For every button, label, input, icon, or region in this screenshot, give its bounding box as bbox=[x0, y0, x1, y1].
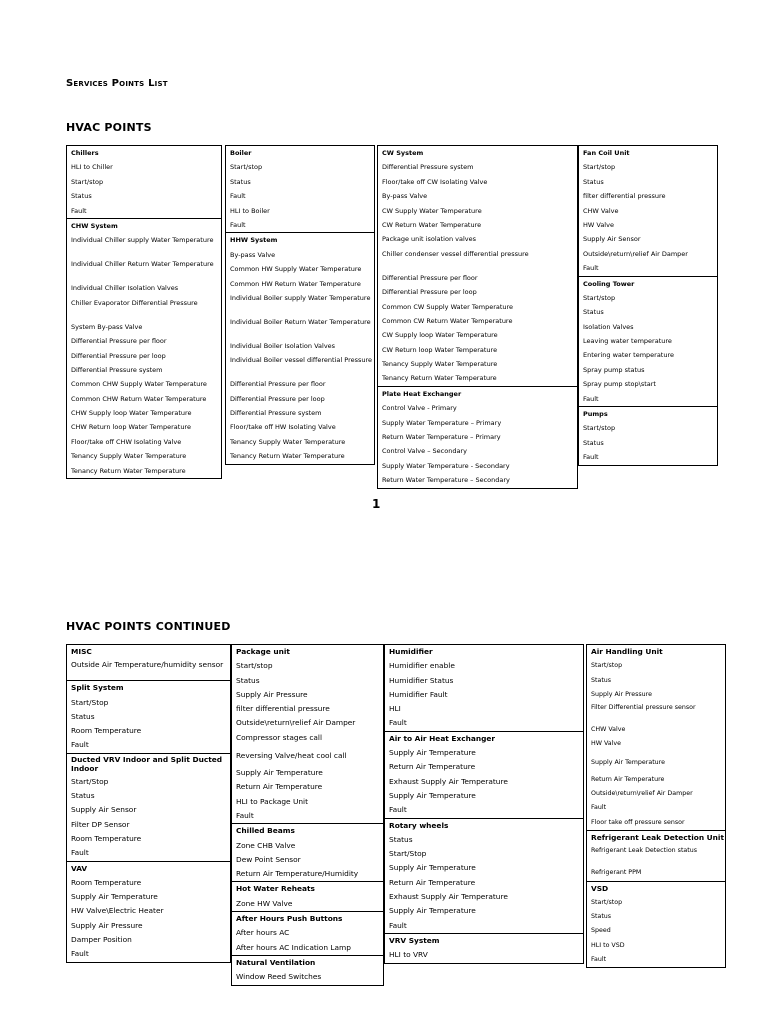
points-group bbox=[67, 145, 221, 218]
point-item: Status bbox=[71, 791, 95, 801]
point-item: Individual Boiler vessel differential Pressure bbox=[230, 356, 373, 365]
points-group bbox=[385, 933, 583, 963]
point-item: Spray pump stop\start bbox=[583, 380, 656, 389]
point-item: Status bbox=[591, 676, 612, 684]
point-item: Control Valve – Secondary bbox=[382, 447, 467, 456]
point-item: Common HW Return Water Temperature bbox=[230, 279, 361, 288]
point-item: Supply Air Temperature bbox=[591, 758, 665, 766]
group-title: Package unit bbox=[236, 647, 290, 656]
point-item: Start/stop bbox=[583, 163, 616, 172]
group-title: VSD bbox=[591, 883, 609, 893]
point-item: Return Water Temperature – Secondary bbox=[382, 476, 510, 485]
point-item: Fault bbox=[236, 810, 254, 820]
point-item: Differential Pressure system bbox=[230, 409, 322, 418]
point-item: Differential Pressure per loop bbox=[71, 351, 166, 360]
point-item: Fault bbox=[71, 206, 87, 215]
point-item: By-pass Valve bbox=[382, 192, 428, 201]
point-item: Start/Stop bbox=[389, 849, 427, 859]
points-group bbox=[67, 861, 230, 962]
group-title: Rotary wheels bbox=[389, 820, 449, 830]
point-item: Floor take off pressure sensor bbox=[591, 818, 685, 826]
point-item: HW Valve bbox=[583, 220, 614, 229]
point-item: Differential Pressure per floor bbox=[230, 380, 326, 389]
point-item: Supply Air Temperature bbox=[389, 863, 476, 873]
points-group bbox=[385, 644, 583, 731]
point-item: Zone HW Valve bbox=[236, 898, 293, 908]
group-title: Hot Water Reheats bbox=[236, 884, 315, 894]
point-item: CHW Valve bbox=[591, 726, 626, 734]
page2-column-2 bbox=[231, 644, 384, 986]
point-item: Supply Air Temperature bbox=[236, 768, 323, 778]
page1-column-1 bbox=[66, 145, 222, 479]
group-title: CW System bbox=[382, 149, 424, 157]
point-item: Tenancy Supply Water Temperature bbox=[230, 437, 346, 446]
point-item: Dew Point Sensor bbox=[236, 854, 301, 864]
page2-column-4 bbox=[586, 644, 726, 968]
point-item: Room Temperature bbox=[71, 877, 142, 887]
point-item: Refrigerant Leak Detection status bbox=[591, 847, 698, 855]
point-item: Start/Stop bbox=[71, 697, 109, 707]
point-item: CW Return loop Water Temperature bbox=[382, 345, 498, 354]
points-group bbox=[587, 644, 725, 830]
point-item: Fault bbox=[389, 805, 407, 815]
point-item: Floor/take off CHW Isolating Valve bbox=[71, 437, 182, 446]
point-item: CW Return Water Temperature bbox=[382, 220, 482, 229]
point-item: Differential Pressure system bbox=[382, 163, 474, 172]
points-group bbox=[579, 406, 717, 465]
points-group bbox=[67, 644, 230, 680]
group-title: Air Handling Unit bbox=[591, 647, 663, 656]
point-item: Supply Air Sensor bbox=[583, 235, 641, 244]
points-group bbox=[579, 276, 717, 407]
group-title: Ducted VRV Indoor and Split Ducted Indoor bbox=[71, 754, 223, 773]
point-item: Common CHW Supply Water Temperature bbox=[71, 380, 207, 389]
point-item: Package unit isolation valves bbox=[382, 235, 477, 244]
point-item: Fault bbox=[71, 740, 89, 750]
point-item: Individual Chiller Return Water Temperature bbox=[71, 260, 214, 269]
group-title: Boiler bbox=[230, 149, 252, 157]
point-item: Filter Differential pressure sensor bbox=[591, 704, 696, 712]
group-title: Air to Air Heat Exchanger bbox=[389, 733, 496, 743]
group-title: Fan Coil Unit bbox=[583, 149, 630, 157]
document-title: Services Points List bbox=[66, 78, 168, 89]
point-item: Fault bbox=[230, 220, 246, 229]
points-group bbox=[232, 911, 383, 955]
point-item: Start/stop bbox=[591, 898, 623, 906]
point-item: After hours AC bbox=[236, 928, 290, 938]
point-item: Supply Air Temperature bbox=[389, 906, 476, 916]
point-item: Control Valve - Primary bbox=[382, 404, 457, 413]
point-item: Start/stop bbox=[591, 662, 623, 670]
point-item: HLI to Boiler bbox=[230, 206, 270, 215]
point-item: Leaving water temperature bbox=[583, 337, 672, 346]
point-item: Status bbox=[583, 308, 604, 317]
points-group bbox=[378, 145, 577, 386]
point-item: Differential Pressure system bbox=[71, 365, 163, 374]
point-item: Fault bbox=[591, 956, 607, 964]
point-item: Status bbox=[583, 438, 604, 447]
point-item: Spray pump status bbox=[583, 365, 645, 374]
group-title: VRV System bbox=[389, 935, 440, 945]
point-item: Tenancy Return Water Temperature bbox=[382, 374, 497, 383]
points-group bbox=[67, 680, 230, 752]
point-item: Fault bbox=[71, 949, 89, 959]
point-item: System By-pass Valve bbox=[71, 322, 143, 331]
point-item: Supply Water Temperature - Secondary bbox=[382, 461, 510, 470]
point-item: Tenancy Return Water Temperature bbox=[71, 466, 186, 475]
point-item: Zone CHB Valve bbox=[236, 840, 296, 850]
point-item: Fault bbox=[71, 848, 89, 858]
group-title: Chilled Beams bbox=[236, 826, 295, 836]
point-item: Outside\return\relief Air Damper bbox=[591, 790, 693, 798]
point-item: Status bbox=[71, 192, 92, 201]
point-item: Tenancy Supply Water Temperature bbox=[382, 360, 498, 369]
group-title: Refrigerant Leak Detection Unit bbox=[591, 832, 724, 842]
point-item: Start/stop bbox=[71, 177, 104, 186]
point-item: HW Valve\Electric Heater bbox=[71, 906, 164, 916]
point-item: Humidifier Fault bbox=[389, 689, 448, 699]
point-item: Outside Air Temperature/humidity sensor bbox=[71, 660, 224, 670]
point-item: Status bbox=[236, 675, 260, 685]
point-item: Fault bbox=[389, 718, 407, 728]
point-item: HLI to VRV bbox=[389, 950, 428, 960]
point-item: Tenancy Supply Water Temperature bbox=[71, 452, 187, 461]
point-item: Tenancy Return Water Temperature bbox=[230, 452, 345, 461]
points-group bbox=[232, 881, 383, 911]
point-item: HLI bbox=[389, 704, 401, 714]
point-item: Compressor stages call bbox=[236, 732, 323, 742]
point-item: Outside\return\relief Air Damper bbox=[236, 718, 356, 728]
point-item: CW Supply loop Water Temperature bbox=[382, 331, 498, 340]
point-item: Return Air Temperature bbox=[389, 762, 476, 772]
point-item: Fault bbox=[591, 804, 607, 812]
points-group bbox=[385, 731, 583, 818]
point-item: Differential Pressure per loop bbox=[382, 288, 477, 297]
point-item: Start/stop bbox=[583, 424, 616, 433]
points-group bbox=[226, 145, 374, 232]
point-item: Return Air Temperature bbox=[236, 782, 323, 792]
point-item: Return Air Temperature/Humidity bbox=[236, 869, 359, 879]
point-item: Refrigerant PPM bbox=[591, 869, 642, 877]
group-title: MISC bbox=[71, 647, 92, 656]
point-item: Reversing Valve/heat cool call bbox=[236, 751, 347, 761]
point-item: Start/stop bbox=[583, 293, 616, 302]
point-item: CHW Valve bbox=[583, 206, 619, 215]
point-item: Floor/take off CW Isolating Valve bbox=[382, 177, 488, 186]
point-item: Return Water Temperature – Primary bbox=[382, 433, 501, 442]
point-item: Differential Pressure per loop bbox=[230, 394, 325, 403]
points-group bbox=[226, 232, 374, 463]
point-item: Entering water temperature bbox=[583, 351, 675, 360]
point-item: Individual Boiler Return Water Temperature bbox=[230, 317, 371, 326]
point-item: HW Valve bbox=[591, 740, 621, 748]
point-item: Common CHW Return Water Temperature bbox=[71, 394, 207, 403]
point-item: HLI to VSD bbox=[591, 941, 625, 949]
point-item: Humidifier enable bbox=[389, 661, 455, 671]
point-item: Common CW Return Water Temperature bbox=[382, 316, 513, 325]
point-item: Fault bbox=[230, 192, 246, 201]
point-item: HLI to Chiller bbox=[71, 163, 113, 172]
page2-column-1 bbox=[66, 644, 231, 963]
page-number: 1 bbox=[372, 497, 381, 511]
point-item: Supply Air Pressure bbox=[236, 689, 308, 699]
point-item: CHW Return loop Water Temperature bbox=[71, 423, 191, 432]
point-item: Status bbox=[71, 711, 95, 721]
point-item: After hours AC Indication Lamp bbox=[236, 942, 351, 952]
page2-heading: HVAC POINTS CONTINUED bbox=[66, 620, 231, 633]
point-item: Differential Pressure per floor bbox=[71, 337, 167, 346]
point-item: Differential Pressure per floor bbox=[382, 273, 478, 282]
point-item: CHW Supply loop Water Temperature bbox=[71, 409, 192, 418]
point-item: Status bbox=[389, 834, 413, 844]
group-title: Natural Ventilation bbox=[236, 957, 316, 967]
point-item: Exhaust Supply Air Temperature bbox=[389, 776, 508, 786]
point-item: Supply Water Temperature – Primary bbox=[382, 418, 502, 427]
points-group bbox=[232, 823, 383, 881]
point-item: Chiller Evaporator Differential Pressure bbox=[71, 298, 198, 307]
group-title: Chillers bbox=[71, 149, 99, 157]
point-item: Speed bbox=[591, 927, 611, 935]
point-item: Start/stop bbox=[230, 163, 263, 172]
point-item: filter differential pressure bbox=[236, 704, 330, 714]
point-item: Room Temperature bbox=[71, 726, 142, 736]
points-group bbox=[232, 955, 383, 985]
point-item: Filter DP Sensor bbox=[71, 819, 130, 829]
point-item: Fault bbox=[583, 394, 599, 403]
point-item: By-pass Valve bbox=[230, 250, 276, 259]
point-item: Supply Air Temperature bbox=[71, 892, 158, 902]
point-item: Supply Air Sensor bbox=[71, 805, 137, 815]
point-item: Floor/take off HW Isolating Valve bbox=[230, 423, 336, 432]
point-item: Individual Chiller Isolation Valves bbox=[71, 284, 179, 293]
points-group bbox=[67, 218, 221, 478]
points-group bbox=[579, 145, 717, 276]
point-item: Exhaust Supply Air Temperature bbox=[389, 892, 508, 902]
group-title: Cooling Tower bbox=[583, 279, 635, 288]
point-item: Return Air Temperature bbox=[389, 877, 476, 887]
group-title: Split System bbox=[71, 683, 124, 693]
point-item: Supply Air Temperature bbox=[389, 748, 476, 758]
point-item: Humidifier Status bbox=[389, 675, 454, 685]
point-item: Damper Position bbox=[71, 935, 132, 945]
group-title: Plate Heat Exchanger bbox=[382, 389, 462, 398]
point-item: Common CW Supply Water Temperature bbox=[382, 302, 514, 311]
group-title: HHW System bbox=[230, 236, 278, 245]
point-item: Window Reed Switches bbox=[236, 972, 322, 982]
points-group bbox=[587, 830, 725, 881]
point-item: Status bbox=[591, 913, 612, 921]
point-item: Supply Air Pressure bbox=[591, 690, 652, 698]
point-item: Chiller condenser vessel differential pressure bbox=[382, 249, 529, 258]
page1-heading: HVAC POINTS bbox=[66, 121, 152, 134]
page2-column-3 bbox=[384, 644, 584, 964]
group-title: Pumps bbox=[583, 410, 608, 419]
group-title: Humidifier bbox=[389, 647, 433, 656]
points-group bbox=[587, 881, 725, 968]
point-item: Status bbox=[230, 177, 251, 186]
point-item: Room Temperature bbox=[71, 833, 142, 843]
point-item: Individual Chiller supply Water Temperature bbox=[71, 236, 214, 245]
page1-column-4 bbox=[578, 145, 718, 466]
group-title: CHW System bbox=[71, 221, 118, 230]
point-item: Common HW Supply Water Temperature bbox=[230, 265, 362, 274]
page1-column-3 bbox=[377, 145, 578, 489]
point-item: Return Air Temperature bbox=[591, 775, 665, 783]
point-item: Status bbox=[583, 177, 604, 186]
point-item: HLI to Package Unit bbox=[236, 796, 309, 806]
point-item: Start/Stop bbox=[71, 776, 109, 786]
point-item: Supply Air Pressure bbox=[71, 920, 143, 930]
points-group bbox=[378, 386, 577, 488]
point-item: CW Supply Water Temperature bbox=[382, 206, 482, 215]
point-item: Supply Air Temperature bbox=[389, 790, 476, 800]
group-title: VAV bbox=[71, 863, 88, 873]
point-item: Individual Boiler Isolation Valves bbox=[230, 341, 336, 350]
point-item: Fault bbox=[389, 920, 407, 930]
point-item: Fault bbox=[583, 453, 599, 462]
points-group bbox=[385, 818, 583, 933]
point-item: Isolation Valves bbox=[583, 322, 634, 331]
points-group bbox=[232, 644, 383, 823]
group-title: After Hours Push Buttons bbox=[236, 914, 343, 924]
page1-column-2 bbox=[225, 145, 375, 465]
point-item: filter differential pressure bbox=[583, 192, 666, 201]
point-item: Fault bbox=[583, 264, 599, 273]
points-group bbox=[67, 753, 230, 861]
point-item: Start/stop bbox=[236, 661, 273, 671]
point-item: Outside\return\relief Air Damper bbox=[583, 249, 688, 258]
point-item: Individual Boiler supply Water Temperature bbox=[230, 293, 371, 302]
